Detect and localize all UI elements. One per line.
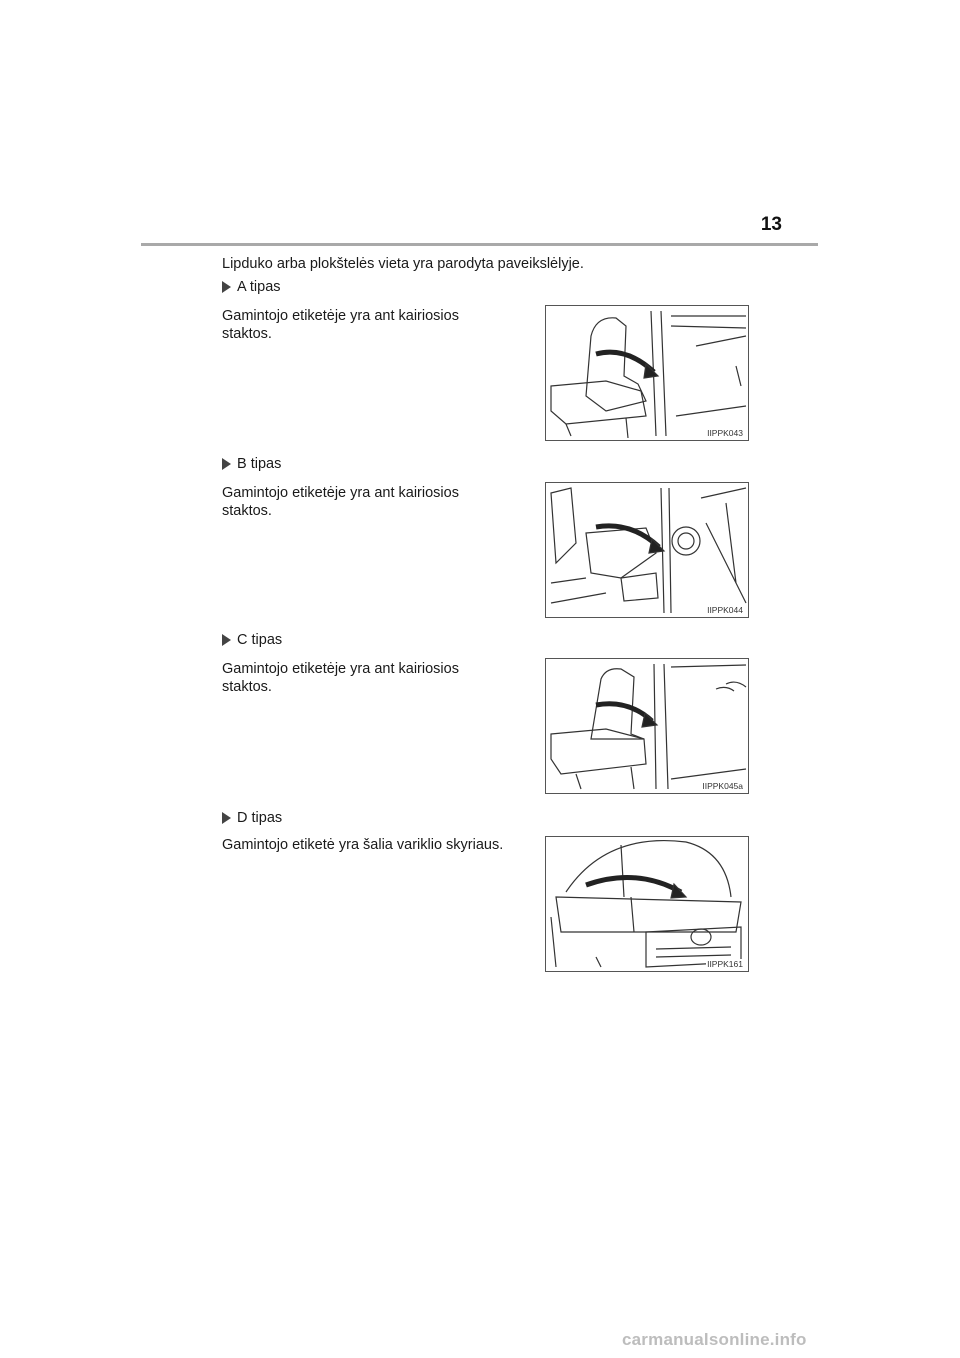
figure-code: IIPPK043 <box>707 428 743 438</box>
figure-code: IIPPK044 <box>707 605 743 615</box>
section-heading-label: C tipas <box>237 632 283 648</box>
triangle-arrow-icon <box>222 281 231 293</box>
car-seat-door-illustration <box>546 483 749 618</box>
engine-compartment-illustration <box>546 837 749 972</box>
section-heading-c <box>222 632 282 648</box>
section-description-d: Gamintojo etiketė yra šalia variklio skyriaus. <box>222 837 504 853</box>
triangle-arrow-icon <box>222 458 231 470</box>
section-description-b: Gamintojo etiketėje yra ant kairiosios staktos. <box>222 485 459 519</box>
car-seat-door-illustration <box>546 659 749 794</box>
section-description-c: Gamintojo etiketėje yra ant kairiosios staktos. <box>222 661 459 695</box>
figure-d <box>545 836 749 972</box>
section-heading-a <box>222 279 281 295</box>
figure-a <box>545 305 749 441</box>
section-heading-label: A tipas <box>237 279 281 295</box>
header-rule <box>141 243 818 246</box>
car-seat-door-illustration <box>546 306 749 441</box>
page-number: 13 <box>760 214 782 235</box>
triangle-arrow-icon <box>222 634 231 646</box>
section-heading-label: B tipas <box>237 456 282 472</box>
section-heading-b <box>222 456 281 472</box>
figure-code: IIPPK161 <box>707 959 743 969</box>
figure-b <box>545 482 749 618</box>
intro-text: Lipduko arba plokštelės vieta yra parodyta paveikslėlyje. <box>222 256 584 272</box>
section-heading-d <box>222 810 282 826</box>
triangle-arrow-icon <box>222 812 231 824</box>
figure-c <box>545 658 749 794</box>
figure-code: IIPPK045a <box>702 781 743 791</box>
section-description-a: Gamintojo etiketėje yra ant kairiosios staktos. <box>222 308 459 342</box>
section-heading-label: D tipas <box>237 810 283 826</box>
watermark: carmanualsonline.info <box>622 1330 807 1349</box>
